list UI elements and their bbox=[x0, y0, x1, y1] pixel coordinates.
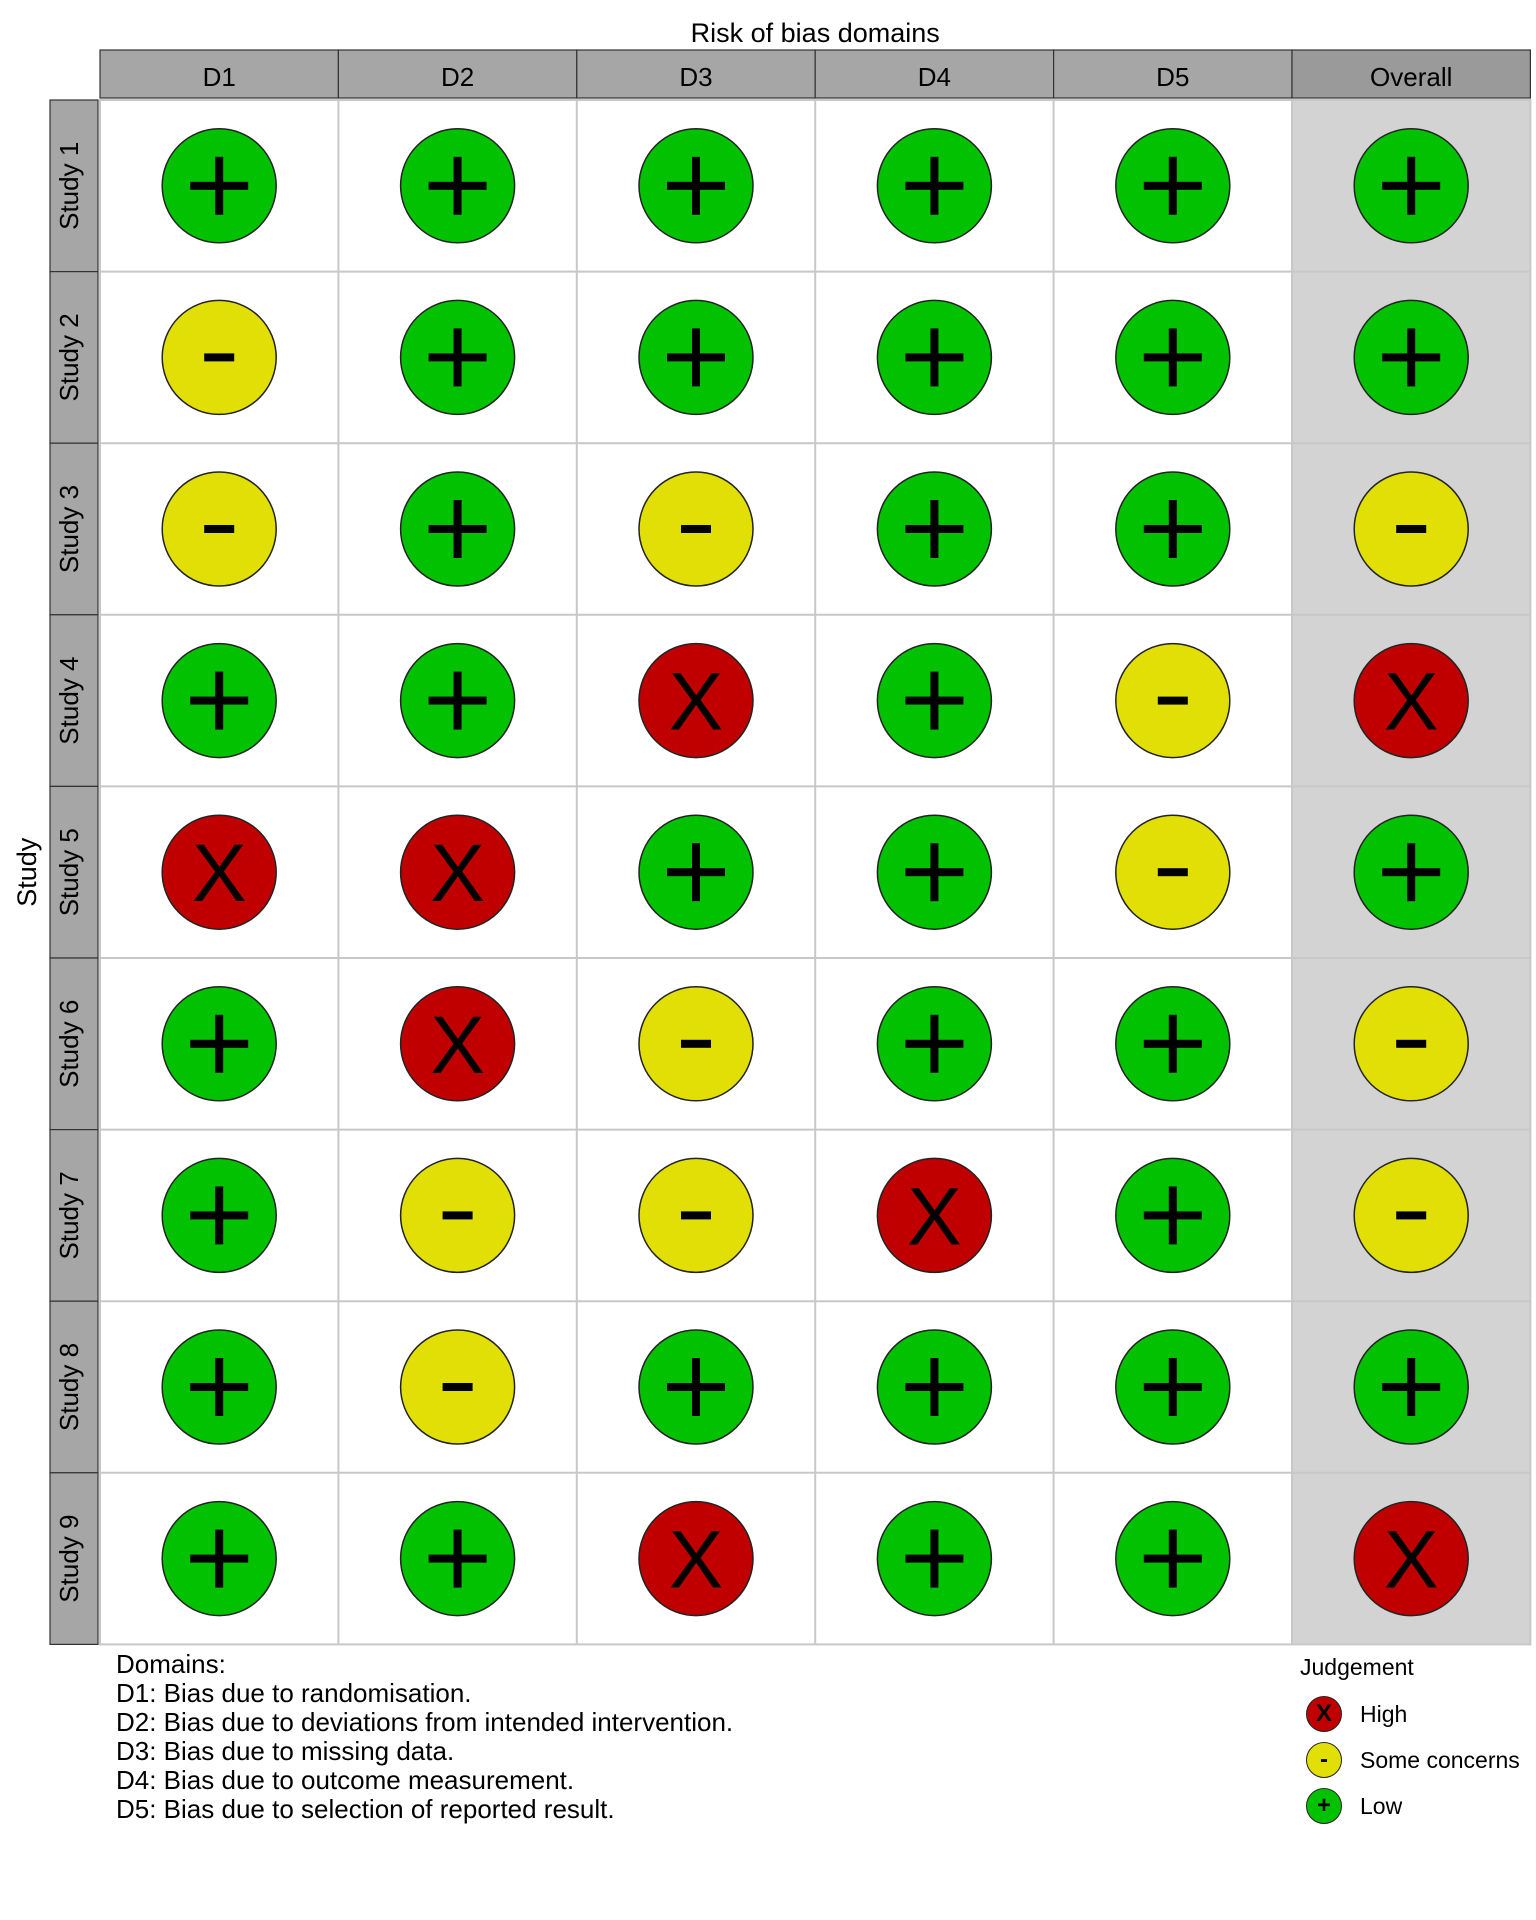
cell-study-2-d4-plus-v bbox=[930, 328, 938, 386]
cell-study-6-d4-plus-v bbox=[930, 1015, 938, 1073]
cell-study-7-d3-minus bbox=[681, 1211, 711, 1219]
cell-study-8-d3-plus-v bbox=[692, 1358, 700, 1416]
legend-high-label: High bbox=[1360, 1700, 1408, 1727]
cell-study-5-d4-plus-v bbox=[930, 843, 938, 901]
column-header-label-d4: D4 bbox=[917, 62, 952, 92]
cell-study-9-d3-x: X bbox=[668, 1514, 724, 1606]
cell-study-2-d5-plus-v bbox=[1169, 328, 1177, 386]
cell-study-3-d4-plus-v bbox=[930, 500, 938, 558]
cell-study-7-d4-x: X bbox=[907, 1171, 962, 1263]
cell-study-5-d3-plus-v bbox=[692, 843, 700, 901]
cell-study-6-overall-minus bbox=[1396, 1040, 1426, 1048]
cell-study-9-overall-x: X bbox=[1383, 1514, 1439, 1606]
column-header-label-d2: D2 bbox=[440, 62, 475, 92]
cell-study-1-d4-plus-v bbox=[930, 157, 938, 215]
legend-high-swatch: X bbox=[1306, 1696, 1342, 1732]
row-header-label-study-8: Study 8 bbox=[54, 1342, 84, 1432]
legend-item-high bbox=[1300, 1691, 1536, 1737]
cell-study-1-overall-plus-v bbox=[1407, 157, 1415, 215]
row-header-label-study-3: Study 3 bbox=[54, 484, 84, 574]
domain-line-d4: D4: Bias due to outcome measurement. bbox=[116, 1765, 575, 1795]
domain-line-d2: D2: Bias due to deviations from intended intervention. bbox=[116, 1707, 734, 1737]
cell-study-2-d3-plus-v bbox=[692, 328, 700, 386]
cell-study-3-d1-minus bbox=[204, 525, 234, 533]
cell-study-1-d5-plus-v bbox=[1169, 157, 1177, 215]
cell-study-9-d5-plus-v bbox=[1169, 1530, 1177, 1588]
cell-study-7-overall-minus bbox=[1396, 1211, 1426, 1219]
row-header-label-study-7: Study 7 bbox=[54, 1171, 84, 1260]
cell-study-6-d3-minus bbox=[681, 1040, 711, 1048]
row-header-label-study-1: Study 1 bbox=[54, 141, 84, 230]
cell-study-9-d2-plus-v bbox=[454, 1530, 462, 1588]
cell-study-7-d1-plus-v bbox=[215, 1186, 223, 1244]
cell-study-1-d1-plus-v bbox=[215, 157, 223, 215]
y-axis-label: Study bbox=[12, 837, 42, 907]
column-header-label-d3: D3 bbox=[679, 62, 713, 92]
cell-study-5-d5-minus bbox=[1158, 868, 1188, 876]
domain-line-d3: D3: Bias due to missing data. bbox=[116, 1736, 455, 1766]
cell-study-3-overall-minus bbox=[1396, 525, 1426, 533]
column-header-label-d1: D1 bbox=[202, 62, 236, 92]
cell-study-6-d2-x: X bbox=[430, 999, 485, 1091]
cell-study-6-d5-plus-v bbox=[1169, 1015, 1177, 1073]
column-header-label-d5: D5 bbox=[1156, 62, 1190, 92]
cell-study-8-d2-minus bbox=[443, 1383, 473, 1391]
domain-line-d5: D5: Bias due to selection of reported result. bbox=[116, 1794, 615, 1824]
legend-title: Judgement bbox=[1300, 1654, 1414, 1680]
cell-study-4-d3-x: X bbox=[668, 656, 724, 748]
row-header-label-study-4: Study 4 bbox=[54, 656, 84, 745]
cell-study-8-d1-plus-v bbox=[215, 1358, 223, 1416]
cell-study-8-d4-plus-v bbox=[930, 1358, 938, 1416]
cell-study-3-d2-plus-v bbox=[454, 500, 462, 558]
row-header-label-study-5: Study 5 bbox=[54, 828, 84, 917]
cell-study-1-d3-plus-v bbox=[692, 157, 700, 215]
domains-heading: Domains: bbox=[116, 1649, 226, 1679]
cell-study-2-d1-minus bbox=[204, 353, 234, 361]
domain-line-d1: D1: Bias due to randomisation. bbox=[116, 1678, 472, 1708]
legend-item-some-concerns bbox=[1300, 1737, 1536, 1783]
cell-study-4-d1-plus-v bbox=[215, 672, 223, 730]
cell-study-8-d5-plus-v bbox=[1169, 1358, 1177, 1416]
cell-study-5-overall-plus-v bbox=[1407, 843, 1415, 901]
cell-study-3-d5-plus-v bbox=[1169, 500, 1177, 558]
column-header-label-overall: Overall bbox=[1370, 62, 1453, 92]
legend-low-swatch: + bbox=[1306, 1788, 1342, 1824]
judgement-legend bbox=[1300, 1654, 1536, 1829]
cell-study-4-d4-plus-v bbox=[930, 672, 938, 730]
legend-some-concerns-swatch: - bbox=[1306, 1742, 1342, 1778]
cell-study-2-overall-plus-v bbox=[1407, 328, 1415, 386]
cell-study-4-d5-minus bbox=[1158, 697, 1188, 705]
cell-study-2-d2-plus-v bbox=[454, 328, 462, 386]
cell-study-5-d2-x: X bbox=[430, 828, 485, 920]
row-header-label-study-2: Study 2 bbox=[54, 313, 84, 402]
domains-footnote bbox=[116, 1650, 733, 1824]
cell-study-8-overall-plus-v bbox=[1407, 1358, 1415, 1416]
cell-study-5-d1-x: X bbox=[191, 828, 247, 920]
legend-item-low bbox=[1300, 1783, 1536, 1829]
row-header-label-study-6: Study 6 bbox=[54, 999, 84, 1088]
cell-study-1-d2-plus-v bbox=[454, 157, 462, 215]
cell-study-7-d2-minus bbox=[443, 1211, 473, 1219]
cell-study-3-d3-minus bbox=[681, 525, 711, 533]
cell-study-7-d5-plus-v bbox=[1169, 1186, 1177, 1244]
cell-study-9-d1-plus-v bbox=[215, 1530, 223, 1588]
legend-some-concerns-label: Some concerns bbox=[1360, 1746, 1520, 1773]
cell-study-4-d2-plus-v bbox=[454, 672, 462, 730]
cell-study-6-d1-plus-v bbox=[215, 1015, 223, 1073]
row-header-label-study-9: Study 9 bbox=[54, 1514, 84, 1603]
cell-study-9-d4-plus-v bbox=[930, 1530, 938, 1588]
legend-low-label: Low bbox=[1360, 1792, 1403, 1819]
cell-study-4-overall-x: X bbox=[1383, 656, 1439, 748]
chart-title: Risk of bias domains bbox=[690, 18, 940, 48]
